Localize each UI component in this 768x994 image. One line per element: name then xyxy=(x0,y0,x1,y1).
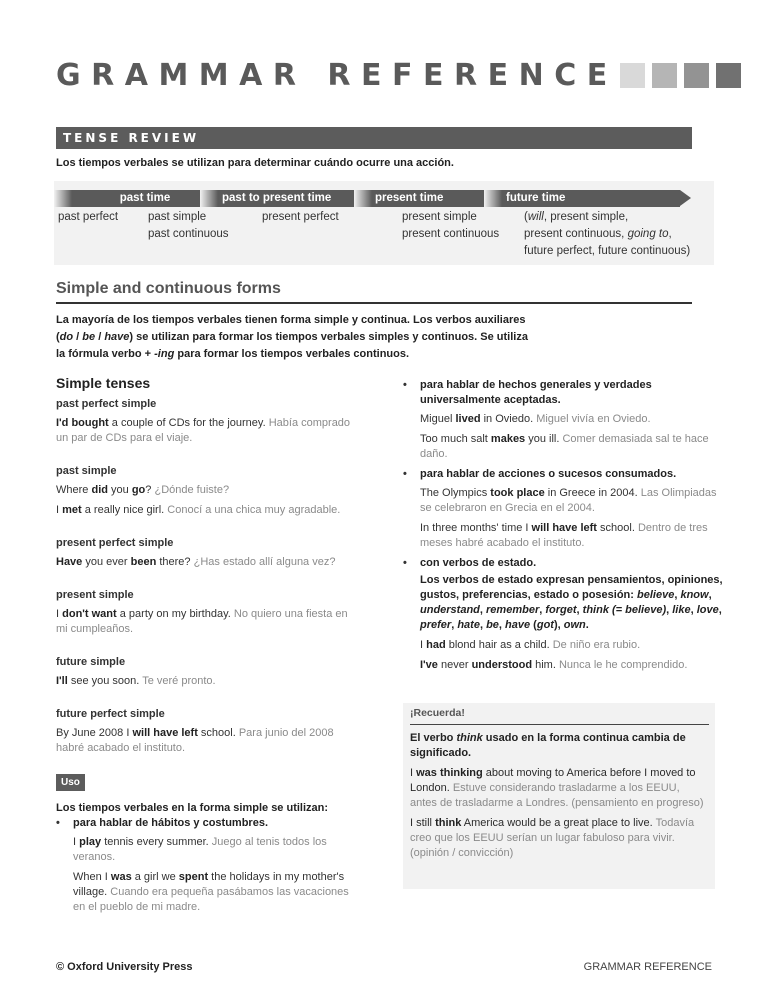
example: Too much salt makes you ill. Comer demasiada sal te hace daño. xyxy=(420,433,709,460)
left-column xyxy=(56,376,356,920)
footer-section-label: GRAMMAR REFERENCE xyxy=(583,961,712,973)
present-simple-label: present simple xyxy=(56,589,134,601)
timeline-past-perfect: past perfect xyxy=(58,211,119,223)
timeline-present-perfect: present perfect xyxy=(262,211,339,223)
recuerda-lead: El verbo think usado en la forma continua cambia de significado. xyxy=(410,732,686,759)
page-header xyxy=(56,58,741,93)
future-perfect-label: future perfect simple xyxy=(56,708,165,720)
decorative-squares xyxy=(620,63,741,88)
present-perfect-label: present perfect simple xyxy=(56,537,174,549)
timeline-past-simple: past simple xyxy=(148,211,207,223)
example: The Olympics took place in Greece in 2004. Las Olimpiadas se celebraron en Grecia en el 2004. xyxy=(420,487,717,514)
timeline-future-line1: (will, present simple, xyxy=(524,211,629,223)
timeline-header-past: past time xyxy=(72,190,218,207)
example: I had blond hair as a child. De niño era rubio. xyxy=(420,639,641,651)
example: Have you ever been there? ¿Has estado allí alguna vez? xyxy=(56,556,336,568)
example: Miguel lived in Oviedo. Miguel vivía en Oviedo. xyxy=(420,413,651,425)
arrow-fade xyxy=(200,190,218,207)
timeline-future-line3: future perfect, future continuous) xyxy=(524,245,691,257)
footer-copyright: © Oxford University Press xyxy=(56,961,193,973)
recuerda-title: ¡Recuerda! xyxy=(410,706,709,725)
past-perfect-label: past perfect simple xyxy=(56,398,157,410)
bullet-item: • para hablar de hábitos y costumbres. xyxy=(56,817,269,829)
timeline-header-future: future time xyxy=(502,190,680,207)
timeline-past-continuous: past continuous xyxy=(148,228,229,240)
section-divider xyxy=(56,302,692,304)
right-column xyxy=(403,378,723,678)
timeline-future-line2: present continuous, going to, xyxy=(524,228,672,240)
uso-badge: Uso xyxy=(56,774,85,791)
square-icon xyxy=(716,63,741,88)
page-title: GRAMMAR REFERENCE xyxy=(56,58,618,93)
state-verbs-description: Los verbos de estado expresan pensamientos, opiniones, gustos, preferencias, estado o posesión: believe, know, understand, remember, forget, think (= believe), like, love, prefer, hate, be, have (got), own. xyxy=(420,574,723,631)
bullet-item: • con verbos de estado. xyxy=(403,557,537,569)
example: I don't want a party on my birthday. No quiero una fiesta en mi cumpleaños. xyxy=(56,608,348,635)
tense-review-intro: Los tiempos verbales se utilizan para determinar cuándo ocurre una acción. xyxy=(56,157,454,169)
example: When I was a girl we spent the holidays in my mother's village. Cuando era pequeña pasábamos las vacaciones en el pueblo de mi madre. xyxy=(73,871,349,913)
arrow-fade xyxy=(54,190,72,207)
example: I play tennis every summer. Juego al tenis todos los veranos. xyxy=(73,836,327,863)
square-icon xyxy=(652,63,677,88)
example: I'd bought a couple of CDs for the journey. Había comprado un par de CDs para el viaje. xyxy=(56,417,351,444)
example: I met a really nice girl. Conocí a una chica muy agradable. xyxy=(56,504,341,516)
bullet-item: • para hablar de acciones o sucesos consumados. xyxy=(403,468,677,480)
timeline-header-present: present time xyxy=(372,190,502,207)
uso-intro: Los tiempos verbales en la forma simple se utilizan: xyxy=(56,802,329,814)
section-heading: Simple and continuous forms xyxy=(56,280,281,297)
arrow-fade xyxy=(354,190,372,207)
bullet-item: • para hablar de hechos generales y verdades universalmente aceptadas. xyxy=(403,379,652,406)
past-simple-label: past simple xyxy=(56,465,117,477)
example: I'll see you soon. Te veré pronto. xyxy=(56,675,216,687)
arrow-fade xyxy=(484,190,502,207)
square-icon xyxy=(620,63,645,88)
square-icon xyxy=(684,63,709,88)
tense-review-bar: TENSE REVIEW xyxy=(56,127,692,149)
timeline-present-simple: present simple xyxy=(402,211,477,223)
tense-timeline xyxy=(54,181,714,265)
timeline-header-past-to-present: past to present time xyxy=(218,190,368,207)
recuerda-box xyxy=(403,703,715,889)
example: I've never understood him. Nunca le he comprendido. xyxy=(420,659,688,671)
future-simple-label: future simple xyxy=(56,656,126,668)
timeline-present-continuous: present continuous xyxy=(402,228,500,240)
example: I still think America would be a great place to live. Todavía creo que los EEUU serían un lugar fabuloso para vivir. (opinión / convicción) xyxy=(410,817,695,859)
example: In three months' time I will have left school. Dentro de tres meses habré acabado el instituto. xyxy=(420,522,708,549)
example: Where did you go? ¿Dónde fuiste? xyxy=(56,484,230,496)
example: By June 2008 I will have left school. Para junio del 2008 habré acabado el instituto. xyxy=(56,727,334,754)
simple-tenses-heading: Simple tenses xyxy=(56,375,151,391)
example: I was thinking about moving to America before I moved to London. Estuve considerando trasladarme a los EEUU, antes de trasladarme a Londres. (pensamiento en progreso) xyxy=(410,767,704,809)
arrow-head-icon xyxy=(680,190,691,206)
section-intro: La mayoría de los tiempos verbales tienen forma simple y continua. Los verbos auxiliares (do / be / have) se utilizan para formar los tiempos verbales simples y continuos. Se utiliza la fórmula verbo + -ing para formar los tiempos verbales continuos. xyxy=(56,314,528,360)
